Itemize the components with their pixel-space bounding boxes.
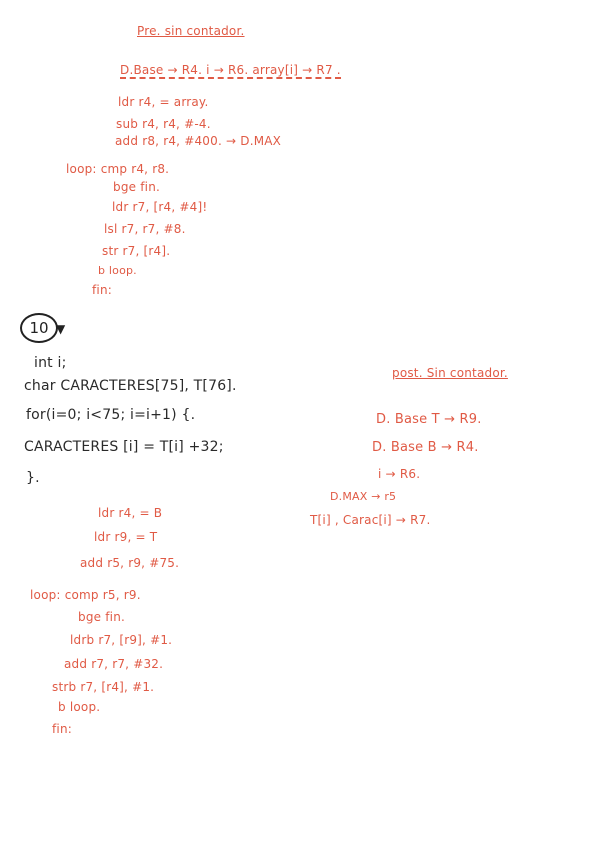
pre-line: str r7, [r4].: [102, 244, 171, 258]
asm-line: loop: comp r5, r9.: [30, 588, 141, 602]
pre-line: b loop.: [98, 264, 137, 277]
post-line: i → R6.: [378, 467, 421, 481]
asm-line: strb r7, [r4], #1.: [52, 680, 155, 694]
asm-line: ldrb r7, [r9], #1.: [70, 633, 173, 647]
pre-title: Pre. sin contador.: [137, 24, 245, 38]
pre-line: fin:: [92, 283, 113, 297]
code-line: int i;: [34, 355, 67, 371]
post-line: T[i] , Carac[i] → R7.: [310, 513, 431, 527]
pre-header: D.Base → R4. i → R6. array[i] → R7 .: [120, 63, 341, 77]
post-line: D.MAX → r5: [330, 490, 397, 503]
asm-line: bge fin.: [78, 610, 126, 624]
asm-line: ldr r4, = B: [98, 506, 163, 520]
asm-line: add r5, r9, #75.: [80, 556, 180, 570]
post-line: D. Base B → R4.: [372, 440, 479, 455]
asm-line: ldr r9, = T: [94, 530, 158, 544]
code-line: char CARACTERES[75], T[76].: [24, 378, 237, 394]
post-line: D. Base T → R9.: [376, 412, 482, 427]
code-line: for(i=0; i<75; i=i+1) {.: [26, 407, 196, 423]
pre-line: bge fin.: [113, 180, 161, 194]
pre-line: lsl r7, r7, #8.: [104, 222, 186, 236]
pre-line: add r8, r4, #400. → D.MAX: [115, 134, 282, 148]
pre-line: loop: cmp r4, r8.: [66, 162, 170, 176]
code-line: CARACTERES [i] = T[i] +32;: [24, 439, 224, 455]
pre-line: sub r4, r4, #-4.: [116, 117, 211, 131]
code-line: }.: [26, 470, 40, 486]
asm-line: add r7, r7, #32.: [64, 657, 164, 671]
asm-line: fin:: [52, 722, 73, 736]
exercise-number: 10: [20, 313, 58, 343]
asm-line: b loop.: [58, 700, 101, 714]
post-title: post. Sin contador.: [392, 366, 508, 380]
pre-line: ldr r4, = array.: [118, 95, 209, 109]
arrow-down-icon: ▼: [56, 322, 66, 336]
pre-line: ldr r7, [r4, #4]!: [112, 200, 208, 214]
